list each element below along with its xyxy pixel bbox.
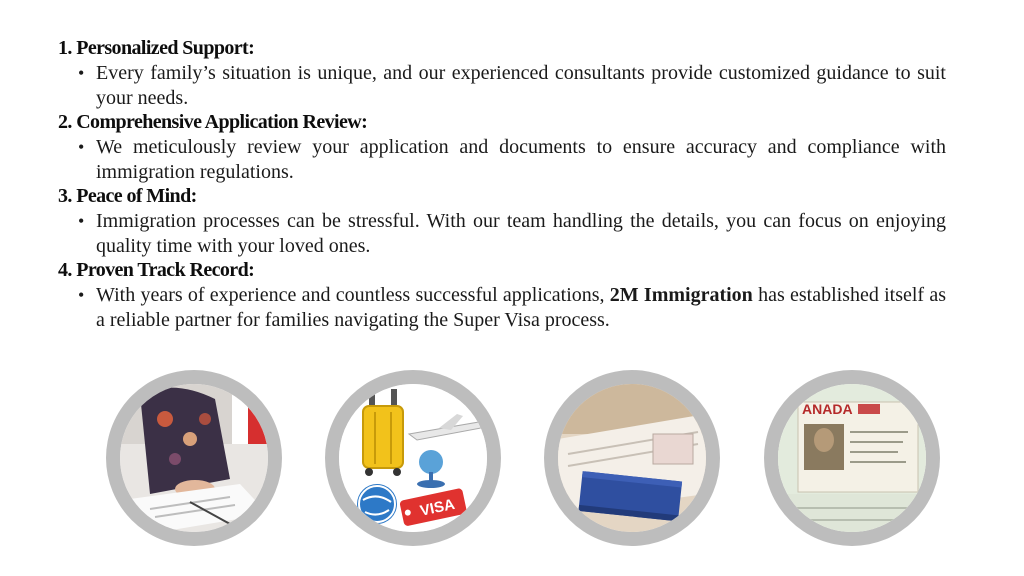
bullet-text-start: With years of experience and countless successful applications, xyxy=(96,284,610,306)
passport-image xyxy=(558,384,706,532)
bullet-list-track-record xyxy=(58,283,946,332)
visa-stamp-image xyxy=(778,384,926,532)
bullet-list-personalized-support xyxy=(58,61,946,110)
bullet-item: • Every family’s situation is unique, and our experienced consultants provide customized guidance to suit your needs. xyxy=(58,61,946,110)
photo-consultation xyxy=(106,370,282,546)
photo-travel xyxy=(325,370,501,546)
bullet-item xyxy=(58,283,946,332)
section-heading-peace-of-mind: 3. Peace of Mind: xyxy=(58,185,197,207)
bullet-list-application-review xyxy=(58,135,946,184)
brand-name: 2M Immigration xyxy=(609,284,753,306)
bullet-list-peace-of-mind xyxy=(58,209,946,258)
section-heading-application-review: 2. Comprehensive Application Review: xyxy=(58,111,368,133)
consultation-image xyxy=(120,384,268,532)
bullet-text-end: has established itself as a reliable partner for families navigating the Super Visa process. xyxy=(96,284,946,331)
visa-tag-text: VISA xyxy=(418,495,457,520)
passport-stamp-text: ANADA xyxy=(802,401,853,417)
section-heading-track-record: 4. Proven Track Record: xyxy=(58,259,255,281)
benefits-list xyxy=(58,36,946,332)
bullet-item: • We meticulously review your application and documents to ensure accuracy and compliance with immigration regulations. xyxy=(58,135,946,184)
section-heading-personalized-support: 1. Personalized Support: xyxy=(58,37,255,59)
photo-passport xyxy=(544,370,720,546)
bullet-item: • Immigration processes can be stressful. With our team handling the details, you can focus on enjoying quality time with your loved ones. xyxy=(58,209,946,258)
photo-visa-stamp xyxy=(764,370,940,546)
photo-row xyxy=(0,370,1024,550)
travel-image xyxy=(339,384,487,532)
